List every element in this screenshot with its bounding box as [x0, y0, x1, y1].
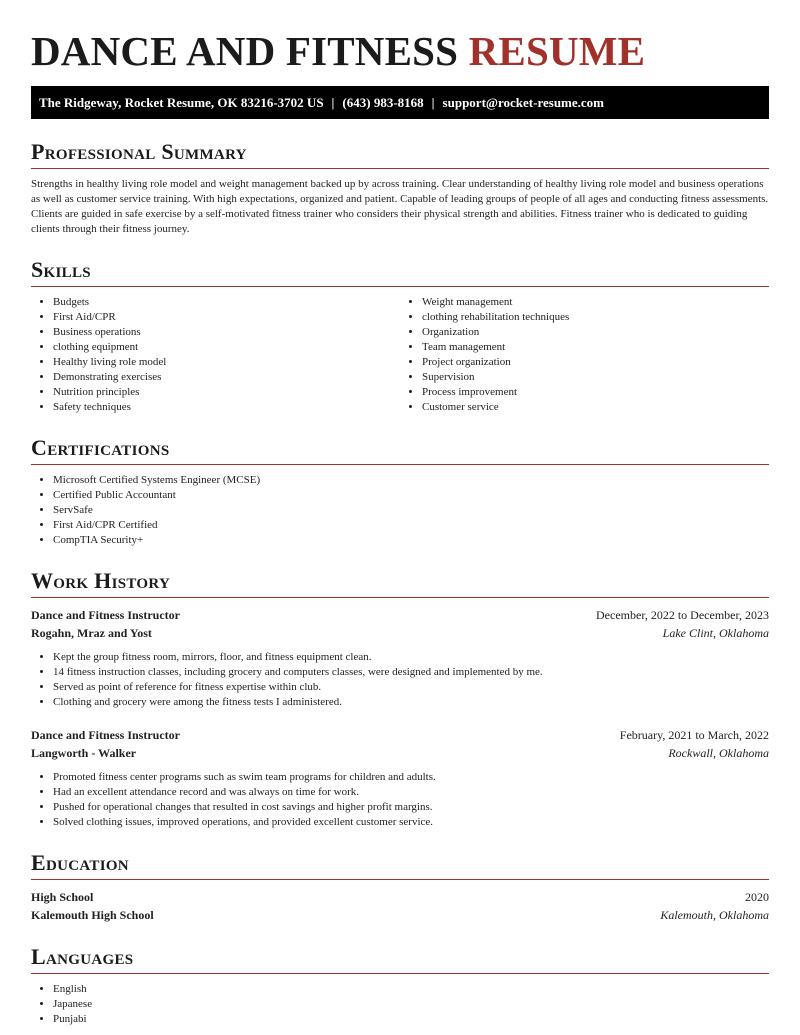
job-entry	[31, 606, 769, 710]
resume-title	[31, 28, 769, 74]
certification-item: • CompTIA Security+	[53, 533, 769, 548]
skill-item: • Organization	[422, 325, 769, 340]
job-location: Rockwall, Oklahoma	[668, 746, 769, 760]
certification-item: • ServSafe	[53, 503, 769, 518]
skill-item: • Nutrition principles	[53, 385, 400, 400]
contact-phone[interactable]: (643) 983-8168	[342, 94, 424, 110]
job-dates: December, 2022 to December, 2023	[596, 608, 769, 622]
certification-item: • First Aid/CPR Certified	[53, 518, 769, 533]
section-heading: Skills	[31, 257, 769, 287]
resume-page	[31, 0, 769, 1027]
job-bullet: • Served as point of reference for fitness expertise within club.	[53, 680, 769, 695]
skill-item: • Customer service	[422, 400, 769, 415]
job-entry	[31, 726, 769, 830]
skill-item: • Business operations	[53, 325, 400, 340]
certifications-section	[31, 435, 769, 548]
contact-separator: |	[431, 94, 435, 110]
title-accent: RESUME	[468, 28, 646, 74]
job-location: Lake Clint, Oklahoma	[662, 626, 769, 640]
education-school: Kalemouth High School	[31, 908, 154, 922]
job-title: Dance and Fitness Instructor	[31, 608, 180, 622]
skill-item: • Budgets	[53, 295, 400, 310]
job-dates: February, 2021 to March, 2022	[619, 728, 769, 742]
skills-list-right	[400, 295, 769, 415]
job-bullet: • Solved clothing issues, improved operations, and provided excellent customer service.	[53, 815, 769, 830]
education-location: Kalemouth, Oklahoma	[660, 908, 769, 922]
summary-text: Strengths in healthy living role model and weight management backed up by across training. Clear understanding of healthy living role model and business operations as well as customer service training. With high expectations, organized and patient. Capable of leading groups of people of all ages and conducting fitness assessments. Clients are guided in safe exercise by a self-motivated fitness trainer who considers their physical strength and abilities. Fitness trainer who is dedicated to guiding clients through their fitness journey.	[31, 178, 769, 235]
skill-item: • clothing rehabilitation techniques	[422, 310, 769, 325]
skill-item: • Project organization	[422, 355, 769, 370]
certification-item: • Microsoft Certified Systems Engineer (MCSE)	[53, 473, 769, 488]
skills-list-left	[31, 295, 400, 415]
languages-list	[31, 982, 769, 1027]
job-bullet: • Pushed for operational changes that resulted in cost savings and higher profit margins.	[53, 800, 769, 815]
skill-item: • Demonstrating exercises	[53, 370, 400, 385]
work-history-section	[31, 568, 769, 830]
education-section	[31, 850, 769, 924]
job-company: Rogahn, Mraz and Yost	[31, 626, 152, 640]
section-heading: Languages	[31, 944, 769, 974]
contact-separator: |	[331, 94, 335, 110]
education-year: 2020	[745, 890, 769, 904]
title-main: DANCE AND FITNESS	[31, 28, 459, 74]
section-heading: Certifications	[31, 435, 769, 465]
job-bullet: • Clothing and grocery were among the fitness tests I administered.	[53, 695, 769, 710]
skill-item: • Supervision	[422, 370, 769, 385]
job-bullet: • Kept the group fitness room, mirrors, floor, and fitness equipment clean.	[53, 650, 769, 665]
section-heading: Education	[31, 850, 769, 880]
summary-section	[31, 139, 769, 237]
contact-address: The Ridgeway, Rocket Resume, OK 83216-3702 US	[39, 94, 324, 110]
job-bullet: • Promoted fitness center programs such as swim team programs for children and adults.	[53, 770, 769, 785]
skill-item: • Safety techniques	[53, 400, 400, 415]
section-heading: Work History	[31, 568, 769, 598]
certifications-list	[31, 473, 769, 548]
contact-bar	[31, 86, 769, 119]
skill-item: • Process improvement	[422, 385, 769, 400]
skill-item: • Healthy living role model	[53, 355, 400, 370]
skill-item: • clothing equipment	[53, 340, 400, 355]
language-item: • Punjabi	[53, 1012, 769, 1027]
skill-item: • First Aid/CPR	[53, 310, 400, 325]
job-bullets	[31, 770, 769, 830]
certification-item: • Certified Public Accountant	[53, 488, 769, 503]
language-item: • English	[53, 982, 769, 997]
job-bullets	[31, 650, 769, 710]
contact-email[interactable]: support@rocket-resume.com	[442, 94, 604, 110]
language-item: • Japanese	[53, 997, 769, 1012]
skill-item: • Team management	[422, 340, 769, 355]
section-heading: Professional Summary	[31, 139, 769, 169]
job-bullet: • Had an excellent attendance record and was always on time for work.	[53, 785, 769, 800]
job-title: Dance and Fitness Instructor	[31, 728, 180, 742]
education-degree: High School	[31, 890, 94, 904]
skills-section	[31, 257, 769, 415]
skill-item: • Weight management	[422, 295, 769, 310]
languages-section	[31, 944, 769, 1027]
job-bullet: • 14 fitness instruction classes, including grocery and computers classes, were designed and implemented by me.	[53, 665, 769, 680]
job-company: Langworth - Walker	[31, 746, 137, 760]
